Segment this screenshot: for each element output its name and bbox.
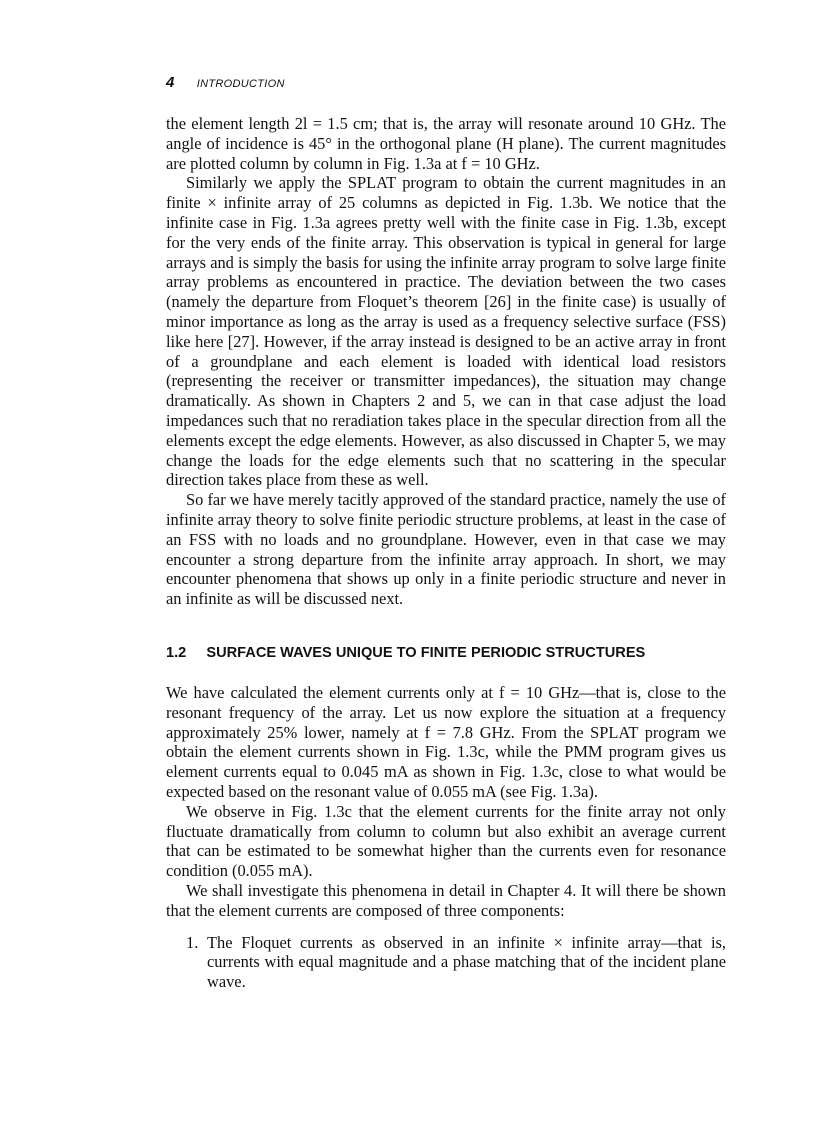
paragraph: We have calculated the element currents only at f = 10 GHz—that is, close to the resonant frequency of the array. Let us now explore the situation at a frequency approximately 25% lower, namely at f = 7.8 GHz. From the SPLAT program we obtain the element currents shown in Fig. 1.3c, while the PMM program gives us element currents equal to 0.045 mA as shown in Fig. 1.3c, close to what would be expected based on the resonant value of 0.055 mA (see Fig. 1.3a). [166, 683, 726, 801]
running-head-chapter-title: INTRODUCTION [196, 78, 285, 90]
numbered-list [166, 933, 726, 992]
paragraph: We shall investigate this phenomena in detail in Chapter 4. It will there be shown that the element currents are composed of three components: [166, 880, 726, 920]
list-marker: 1. [186, 932, 199, 952]
section-title: SURFACE WAVES UNIQUE TO FINITE PERIODIC STRUCTURES [206, 645, 646, 661]
section-heading [166, 645, 645, 661]
page-number: 4 [166, 74, 175, 91]
paragraph: Similarly we apply the SPLAT program to obtain the current magnitudes in an finite × infinite array of 25 columns as depicted in Fig. 1.3b. We notice that the infinite case in Fig. 1.3a agrees pretty well with the finite case in Fig. 1.3b, except for the very ends of the finite array. This observation is typical in general for large arrays and is simply the basis for using the infinite array program to solve large finite array problems as encountered in practice. The deviation between the two cases (namely the departure from Floquet’s theorem [26] in the finite case) is usually of minor importance as long as the array is used as a frequency selective surface (FSS) like here [27]. However, if the array instead is designed to be an active array in front of a groundplane and each element is loaded with identical load resistors (representing the receiver or transmitter impedances), the situation may change dramatically. As shown in Chapters 2 and 5, we can in that case adjust the load impedances such that no reradiation takes place in the specular direction from all the elements except the edge elements. However, as also discussed in Chapter 5, we may change the loads for the edge elements such that no scattering in the specular direction takes place from these as well. [166, 173, 726, 490]
body-text-lower [166, 683, 726, 992]
paragraph: So far we have merely tacitly approved of the standard practice, namely the use of infinite array theory to solve finite periodic structure problems, at least in the case of an FSS with no loads and no groundplane. However, even in that case we may encounter a strong departure from the infinite array approach. In short, we may encounter phenomena that shows up only in a finite periodic structure and never in an infinite as will be discussed next. [166, 490, 726, 609]
section-number: 1.2 [166, 645, 187, 661]
list-item-text: The Floquet currents as observed in an infinite × infinite array—that is, currents with equal magnitude and a phase matching that of the incident plane wave. [207, 932, 726, 992]
body-text-upper [166, 114, 726, 609]
list-item [166, 933, 726, 992]
paragraph: We observe in Fig. 1.3c that the element currents for the finite array not only fluctuate dramatically from column to column but also exhibit an average current that can be estimated to be somewhat higher than the currents even for resonance condition (0.055 mA). [166, 801, 726, 881]
running-head [166, 74, 285, 92]
paragraph: the element length 2l = 1.5 cm; that is, the array will resonate around 10 GHz. The angle of incidence is 45° in the orthogonal plane (H plane). The current magnitudes are plotted column by column in Fig. 1.3a at f = 10 GHz. [166, 114, 726, 173]
